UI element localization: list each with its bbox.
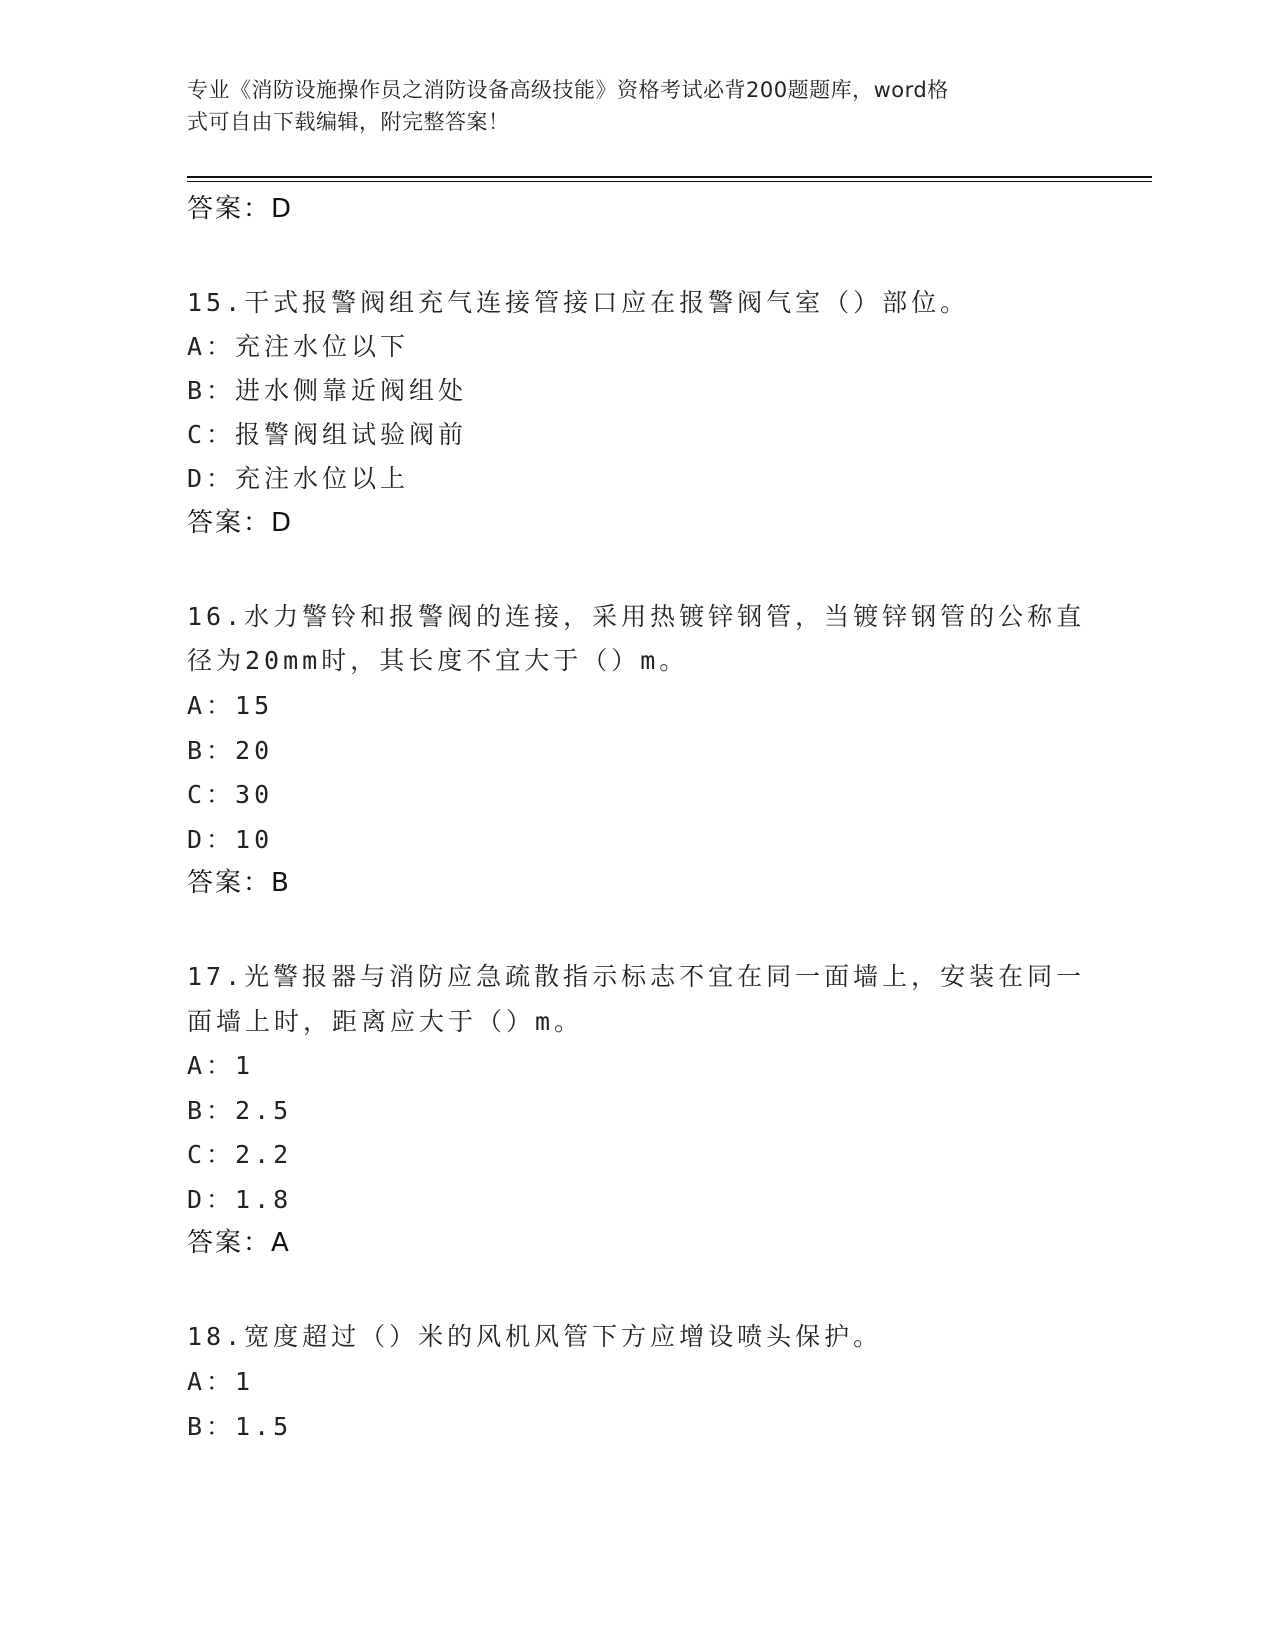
question-17-option-a: A：1: [187, 1051, 255, 1080]
question-18-stem: 18.宽度超过（）米的风机风管下方应增设喷头保护。: [187, 1322, 883, 1351]
question-15-option-b: B：进水侧靠近阀组处: [187, 376, 468, 405]
header-line-2: 式可自由下载编辑，附完整答案！: [187, 110, 510, 134]
header-rule-thin: [187, 181, 1152, 182]
question-16-option-d: D：10: [187, 825, 274, 854]
answer-top: 答案：D: [187, 194, 294, 224]
header-rule-thick: [187, 176, 1152, 178]
question-16-stem-line-2: 径为20mm时，其长度不宜大于（）m。: [187, 646, 689, 675]
question-18-option-a: A：1: [187, 1367, 255, 1396]
question-15-option-c: C：报警阀组试验阀前: [187, 420, 468, 449]
question-17-stem-line-1: 17.光警报器与消防应急疏散指示标志不宜在同一面墙上，安装在同一: [187, 962, 1086, 991]
document-header: [187, 74, 1067, 138]
question-17-option-c: C：2.2: [187, 1140, 293, 1169]
question-17-stem-line-2: 面墙上时，距离应大于（）m。: [187, 1007, 584, 1036]
question-16-option-c: C：30: [187, 780, 274, 809]
question-16-option-a: A：15: [187, 691, 274, 720]
question-17-answer: 答案：A: [187, 1228, 291, 1258]
question-16-stem-line-1: 16.水力警铃和报警阀的连接，采用热镀锌钢管，当镀锌钢管的公称直: [187, 602, 1086, 631]
question-15-stem: 15.干式报警阀组充气连接管接口应在报警阀气室（）部位。: [187, 288, 970, 317]
question-17-option-b: B：2.5: [187, 1096, 293, 1125]
question-15-answer: 答案：D: [187, 508, 294, 538]
question-16-option-b: B：20: [187, 736, 274, 765]
question-15-option-d: D：充注水位以上: [187, 464, 410, 493]
question-15-option-a: A：充注水位以下: [187, 332, 410, 361]
question-17-option-d: D：1.8: [187, 1185, 293, 1214]
question-16-answer: 答案：B: [187, 868, 291, 898]
question-18-option-b: B：1.5: [187, 1412, 293, 1441]
header-line-1: 专业《消防设施操作员之消防设备高级技能》资格考试必背200题题库，word格: [187, 78, 949, 102]
